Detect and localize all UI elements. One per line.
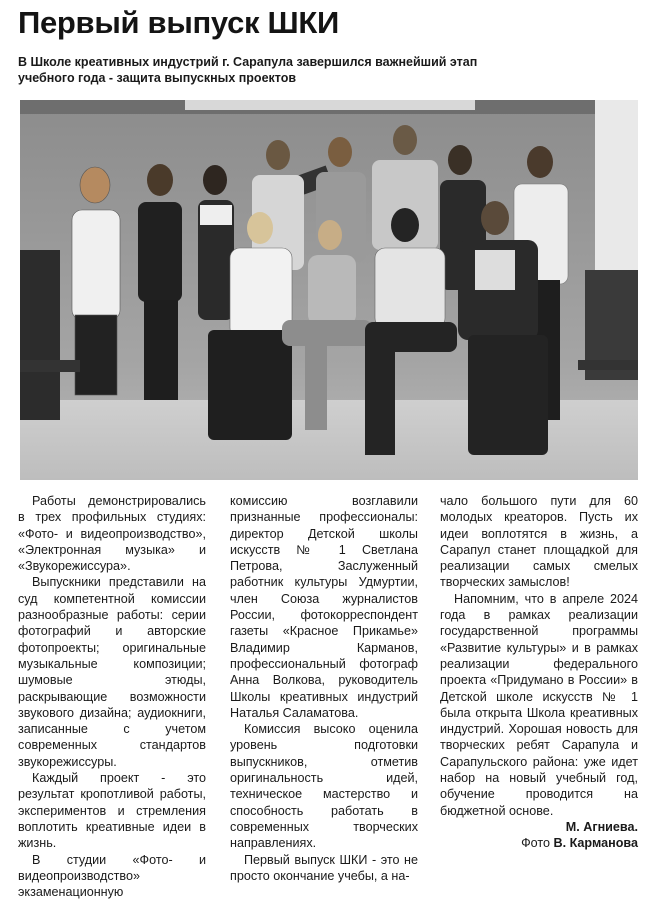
- article-column-3: [440, 493, 638, 852]
- paragraph: Работы демонстрировались в трех профильных студиях: «Фото- и видеопроизводство», «Электронная музыка» и «Звукорежиссура».: [18, 494, 206, 574]
- article-column-1: [18, 493, 206, 900]
- headline: Первый выпуск ШКИ: [18, 5, 340, 40]
- author-byline: М. Агниева.: [565, 819, 638, 834]
- group-photo: [20, 100, 638, 480]
- lead-paragraph: В Школе креативных индустрий г. Сарапула завершился важнейший этап учебного года - защита выпускных проектов: [18, 55, 478, 85]
- paragraph: чало большого пути для 60 молодых креаторов. Пусть их идеи воплотятся в жизнь, а Сарапул станет площадкой для реализации самых смелых творческих замыслов!: [440, 494, 638, 590]
- paragraph: комиссию возглавили признанные профессионалы: директор Детской школы искусств № 1 Светлана Петрова, Заслуженный работник культуры Удмуртии, член Союза журналистов России, фотокорреспондент газеты «Красное Прикамье» Владимир Карманов, профессиональный фотограф Анна Волкова, руководитель Школы креативных индустрий Наталья Саламатова.: [230, 494, 418, 720]
- photo-credit: [440, 835, 638, 851]
- paragraph: Напомним, что в апреле 2024 года в рамках реализации государственной программы «Развитие культуры» и в рамках реализации федерального проекта «Придумано в России» в Детской школе искусств № 1 была открыта Школа креативных индустрий. Хорошая новость для творческих ребят Сарапула и Сарапульского района: уже идет набор на новый учебный год, обучение проводится на бюджетной основе.: [440, 591, 638, 818]
- paragraph: Комиссия высоко оценила уровень подготовки выпускников, отметив оригинальность идей, техническое мастерство и способность работать в современных творческих направлениях.: [230, 722, 418, 851]
- paragraph: Выпускники представили на суд компетентной комиссии разнообразные работы: серии фотографий и авторские фотопроекты; оригинальные музыкальные композиции; шумовые этюды, раскрывающие возможности звукового дизайна; аудиокниги, записанные с учетом современных стандартов звукорежиссуры.: [18, 575, 206, 769]
- paragraph: Первый выпуск ШКИ - это не просто окончание учебы, а на-: [230, 852, 418, 883]
- article-column-2: [230, 493, 418, 884]
- photo-credit-name: В. Карманова: [553, 836, 638, 851]
- photo-credit-prefix: Фото: [521, 836, 550, 851]
- paragraph: В студии «Фото- и видеопроизводство» экзаменационную: [18, 852, 206, 900]
- paragraph: Каждый проект - это результат кропотливой работы, экспериментов и стремления воплотить креативные идеи в жизнь.: [18, 771, 206, 851]
